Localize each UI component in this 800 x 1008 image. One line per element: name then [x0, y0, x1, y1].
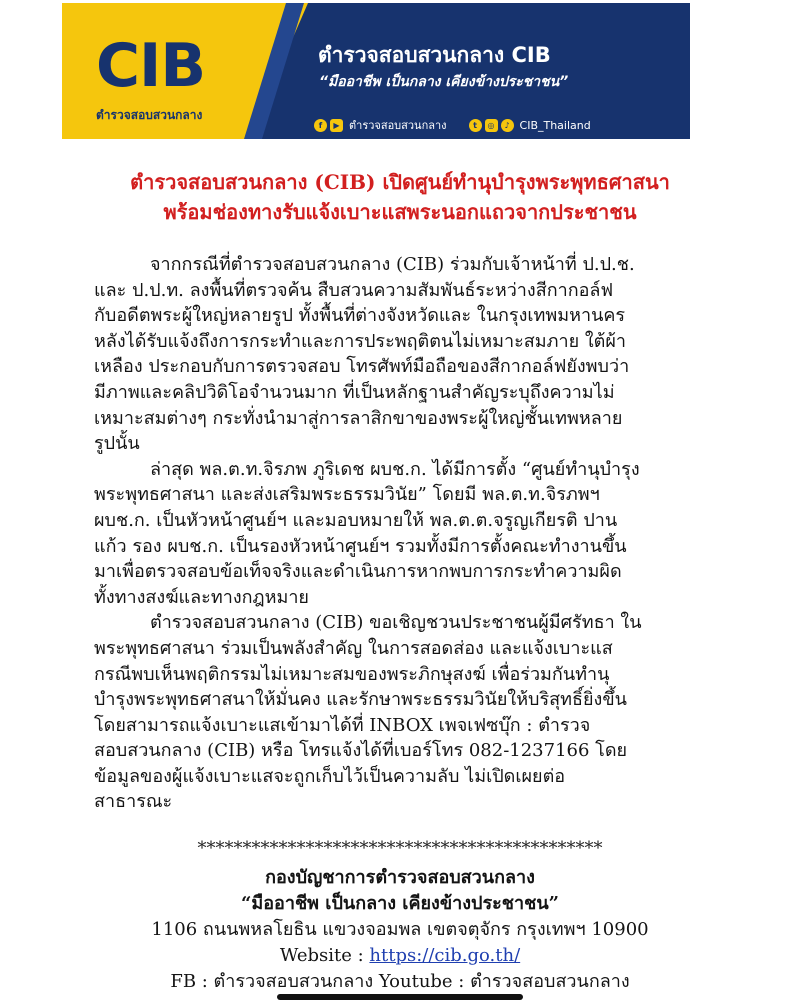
body-line: พระพุทธศาสนา ร่วมเป็นพลังสำคัญ ในการสอดส่อง และแจ้งเบาะแส [94, 637, 613, 659]
footer [100, 865, 700, 995]
banner-slogan: “มืออาชีพ เป็นกลาง เคียงข้างประชาชน” [319, 74, 569, 90]
body-line: สาธารณะ [94, 791, 173, 813]
body-line: พระพุทธศาสนา และส่งเสริมพระธรรมวินัย” โดยมี พล.ต.ท.จิรภพฯ [94, 484, 600, 506]
body-line: มีภาพและคลิปวิดิโอจำนวนมาก ที่เป็นหลักฐานสำคัญระบุถึงความไม่ [94, 381, 615, 403]
headline-line-1: ตำรวจสอบสวนกลาง (CIB) เปิดศูนย์ทำนุบำรุงพระพุทธศาสนา [130, 170, 670, 194]
footer-website [100, 943, 700, 969]
website-label: Website : [279, 945, 370, 966]
footer-org: กองบัญชาการตำรวจสอบสวนกลาง [265, 867, 535, 888]
footer-social: FB : ตำรวจสอบสวนกลาง Youtube : ตำรวจสอบสวนกลาง [170, 971, 630, 992]
body-line: ข้อมูลของผู้แจ้งเบาะแสจะถูกเก็บไว้เป็นความลับ ไม่เปิดเผยต่อ [94, 765, 566, 787]
body-line: โดยสามารถแจ้งเบาะแสเข้ามาได้ที่ INBOX เพจเฟซบุ๊ก : ตำรวจ [94, 714, 591, 736]
article-body [94, 252, 734, 815]
body-line: ตำรวจสอบสวนกลาง (CIB) ขอเชิญชวนประชาชนผู้มีศรัทธา ใน [150, 612, 642, 634]
body-line: หลังได้รับแจ้งถึงการกระทำและการประพฤติตนไม่เหมาะสมภาย ใต้ผ้า [94, 330, 627, 352]
website-link[interactable]: https://cib.go.th/ [369, 945, 521, 966]
body-line: สอบสวนกลาง (CIB) หรือ โทรแจ้งได้ที่เบอร์โทร 082-1237166 โดย [94, 740, 628, 762]
facebook-icon: f [314, 119, 327, 132]
footer-slogan: “มืออาชีพ เป็นกลาง เคียงข้างประชาชน” [241, 893, 559, 914]
body-line: ล่าสุด พล.ต.ท.จิรภพ ภูริเดช ผบช.ก. ได้มีการตั้ง “ศูนย์ทำนุบำรุง [150, 458, 640, 480]
body-line: เหมาะสมต่างๆ กระทั่งนำมาสู่การลาสิกขาของพระผู้ใหญ่ชั้นเทพหลาย [94, 407, 623, 429]
logo-subtitle: ตำรวจสอบสวนกลาง [96, 108, 203, 122]
body-line: กับอดีตพระผู้ใหญ่หลายรูป ทั้งพื้นที่ต่างจังหวัดและ ในกรุงเทพมหานคร [94, 305, 626, 327]
banner-social-row [314, 115, 591, 135]
body-line: ผบช.ก. เป็นหัวหน้าศูนย์ฯ และมอบหมายให้ พล.ต.ต.จรูญเกียรติ ปาน [94, 509, 618, 531]
body-line: จากกรณีที่ตำรวจสอบสวนกลาง (CIB) ร่วมกับเจ้าหน้าที่ ป.ป.ช. [150, 254, 635, 275]
divider-stars: ********************************************* [197, 838, 603, 859]
headline-line-2: พร้อมช่องทางรับแจ้งเบาะแสพระนอกแถวจากประชาชน [163, 200, 637, 224]
footer-address: 1106 ถนนพหลโยธิน แขวงจอมพล เขตจตุจักร กรุงเทพฯ 10900 [151, 919, 649, 940]
header-banner [62, 3, 690, 139]
tiktok-icon: ♪ [501, 119, 514, 132]
body-line: รูปนั้น [94, 433, 140, 455]
social-handle: CIB_Thailand [519, 118, 591, 132]
body-line: ทั้งทางสงฆ์และทางกฎหมาย [94, 586, 309, 608]
headline [60, 167, 740, 227]
home-indicator[interactable] [277, 994, 523, 1000]
body-line: มาเพื่อตรวจสอบข้อเท็จจริงและดำเนินการหากพบการกระทำความผิด [94, 561, 622, 583]
twitter-icon: t [469, 119, 482, 132]
body-line: และ ป.ป.ท. ลงพื้นที่ตรวจค้น สืบสวนความสัมพันธ์ระหว่างสีกากอล์ฟ [94, 279, 614, 301]
body-line: บำรุงพระพุทธศาสนาให้มั่นคง และรักษาพระธรรมวินัยให้บริสุทธิ์ยิ่งขึ้น [94, 689, 627, 711]
body-line: กรณีพบเห็นพฤติกรรมไม่เหมาะสมของพระภิกษุสงฆ์ เพื่อร่วมกันทำนุ [94, 663, 610, 685]
social-page-name: ตำรวจสอบสวนกลาง [349, 119, 447, 132]
body-line: เหลือง ประกอบกับการตรวจสอบ โทรศัพท์มือถือของสีกากอล์ฟยังพบว่า [94, 356, 630, 378]
youtube-icon: ▶ [330, 119, 343, 132]
body-line: แก้ว รอง ผบช.ก. เป็นรองหัวหน้าศูนย์ฯ รวมทั้งมีการตั้งคณะทำงานขึ้น [94, 535, 627, 557]
cib-logo: CIB [96, 31, 206, 101]
instagram-icon: ◎ [485, 119, 498, 132]
banner-title: ตำรวจสอบสวนกลาง CIB [318, 43, 551, 67]
